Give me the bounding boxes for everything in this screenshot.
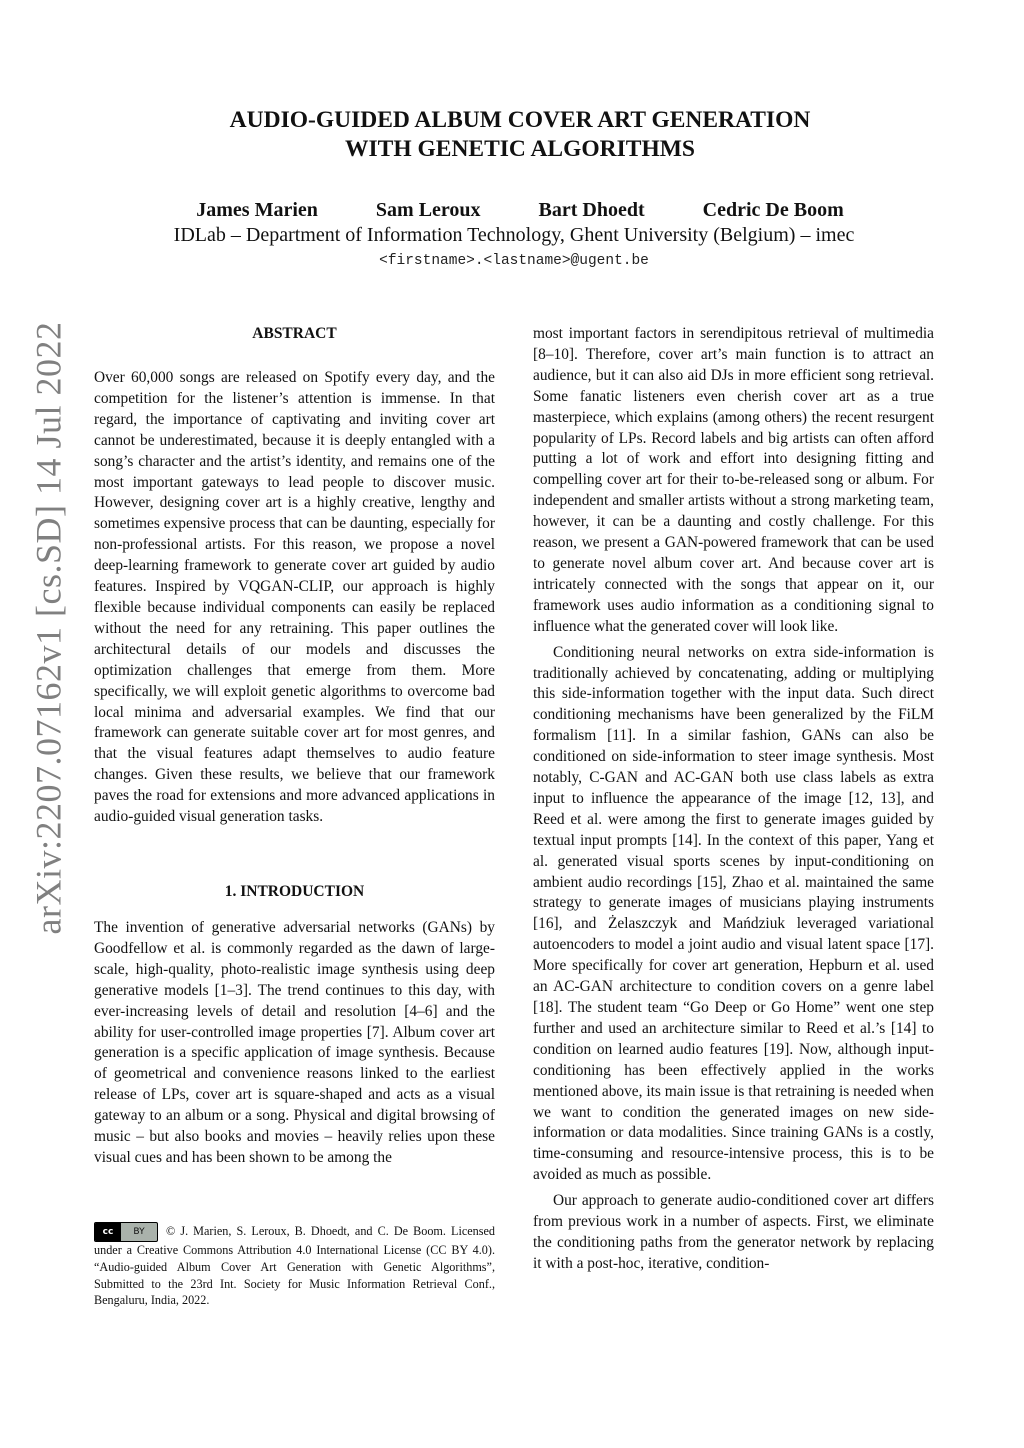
author-name: Cedric De Boom xyxy=(702,199,844,221)
author-name: Sam Leroux xyxy=(375,199,481,221)
by-icon: BY xyxy=(133,1226,145,1237)
footnote-text: © J. Marien, S. Leroux, B. Dhoedt, and C. De Boom. Licensed under a Creative Commons Attribution 4.0 International License (CC BY 4.0). “Audio-guided Album Cover Art Generation with Genetic Algorithms”, Submitted to the 23rd Int. Society for Music Information Retrieval Conf., Bengaluru, India, 2022. xyxy=(94,1223,495,1308)
introduction-left-column xyxy=(94,918,495,1169)
cc-icon: cc xyxy=(95,1223,121,1241)
introduction-paragraph: The invention of generative adversarial networks (GANs) by Goodfellow et al. is commonly regarded as the dawn of large-scale, high-quality, photo-realistic image synthesis using deep generative models [1–3]. The trend continues to this day, with ever-increasing levels of detail and resolution [4–6] and the ability for user-controlled image properties [7]. Album cover art generation is a specific application of image synthesis. Because of geometrical and convenience reasons linked to the earliest release of LPs, cover art is square-shaped and acts as a visual gateway to an album or a song. Physical and digital browsing of music – but also books and movies – heavily relies upon these visual cues and has been shown to be among the xyxy=(94,919,495,1166)
abstract-heading: ABSTRACT xyxy=(252,325,337,342)
paper-title-line-1: AUDIO-GUIDED ALBUM COVER ART GENERATION xyxy=(229,107,811,133)
introduction-paragraph: Conditioning neural networks on extra side-information is traditionally achieved by concatenating, adding or multiplying this side-information together with the input data. Such direct conditioning mechanisms have been generalized by the FiLM formalism [11]. In a similar fashion, GANs can also be conditioned on side-information to steer image synthesis. Most notably, C-GAN and AC-GAN both use class labels as extra input to influence the appearance of the image [12, 13], and Reed et al. were among the first to generate images guided by textual input prompts [14]. In the context of this paper, Yang et al. generated visual sports scenes by input-conditioning on ambient audio recordings [15], Zhao et al. maintained the same strategy to generate images of musicians playing instruments [16], and Żelaszczyk and Mańdziuk leveraged variational autoencoders to model a joint audio and visual latent space [17]. More specifically for cover art generation, Hepburn et al. used an AC-GAN architecture to condition covers on a genre label [18]. The student team “Go Deep or Go Home” went one step further and used an architecture similar to Reed et al.’s [14] to condition on learned audio features [19]. Now, although input-conditioning has been effectively applied in the works mentioned above, its main issue is that retraining is needed when we want to condition the generated images on new side-information or data modalities. Since training GANs is a costly, time-consuming and resource-intensive process, this is to be avoided as much as possible. xyxy=(533,643,934,1184)
author-name: James Marien xyxy=(196,199,318,221)
author-list xyxy=(140,199,900,222)
paper-title-line-2: WITH GENETIC ALGORITHMS xyxy=(345,136,695,162)
right-column xyxy=(533,324,934,1275)
cc-by-license-badge xyxy=(94,1222,158,1242)
introduction-paragraph: most important factors in serendipitous retrieval of multimedia [8–10]. Therefore, cover art’s main function is to attract an audience, but it can also aid DJs in more efficient song retrieval. Some fanatic listeners even cherish cover art as a true masterpiece, which explains (among others) the recent resurgent popularity of LPs. Record labels and big artists can often afford putting a lot of work and effort into designing fitting and compelling cover art for their to-be-released song or album. For independent and smaller artists without a strong marketing team, however, it can be a daunting and costly challenge. For this reason, we present a GAN-powered framework that can be used to generate novel album cover art. And because cover art is intricately connected with the songs that appear on it, our framework uses audio information as a conditioning signal to influence what the generated cover will look like. xyxy=(533,325,934,635)
arxiv-identifier: arXiv:2207.07162v1 [cs.SD] 14 Jul 2022 xyxy=(28,321,68,935)
introduction-heading: 1. INTRODUCTION xyxy=(224,883,365,900)
license-footnote xyxy=(94,1222,495,1309)
affiliation: IDLab – Department of Information Technology, Ghent University (Belgium) – imec xyxy=(173,224,855,246)
abstract-text: Over 60,000 songs are released on Spotify every day, and the competition for the listener’s attention is immense. In that regard, the importance of captivating and inviting cover art cannot be underestimated, because it is deeply entangled with a song’s character and the artist’s identity, and remains one of the most important gateways to lead people to discover music. However, designing cover art is a highly creative, lengthy and sometimes expensive process that can be daunting, especially for non-professional artists. For this reason, we propose a novel deep-learning framework to generate cover art guided by audio features. Inspired by VQGAN-CLIP, our approach is highly flexible because individual components can easily be replaced without the need for any retraining. This paper outlines the architectural details of our models and discusses the optimization challenges that emerge from them. More specifically, we will exploit genetic algorithms to overcome bad local minima and adversarial examples. We find that our framework can generate suitable cover art for most genres, and that the visual features adapt themselves to audio feature changes. Given these results, we believe that our framework paves the road for extensions and more advanced applications in audio-guided visual generation tasks. xyxy=(94,369,495,826)
introduction-paragraph: Our approach to generate audio-conditioned cover art differs from previous work in a number of aspects. First, we eliminate the conditioning paths from the generator network by replacing it with a post-hoc, iterative, condition- xyxy=(533,1192,934,1272)
author-name: Bart Dhoedt xyxy=(538,199,645,221)
author-email: <firstname>.<lastname>@ugent.be xyxy=(379,253,649,269)
paper-title xyxy=(140,106,900,164)
arxiv-sidebar-stamp xyxy=(8,128,88,1128)
abstract-body xyxy=(94,368,495,828)
